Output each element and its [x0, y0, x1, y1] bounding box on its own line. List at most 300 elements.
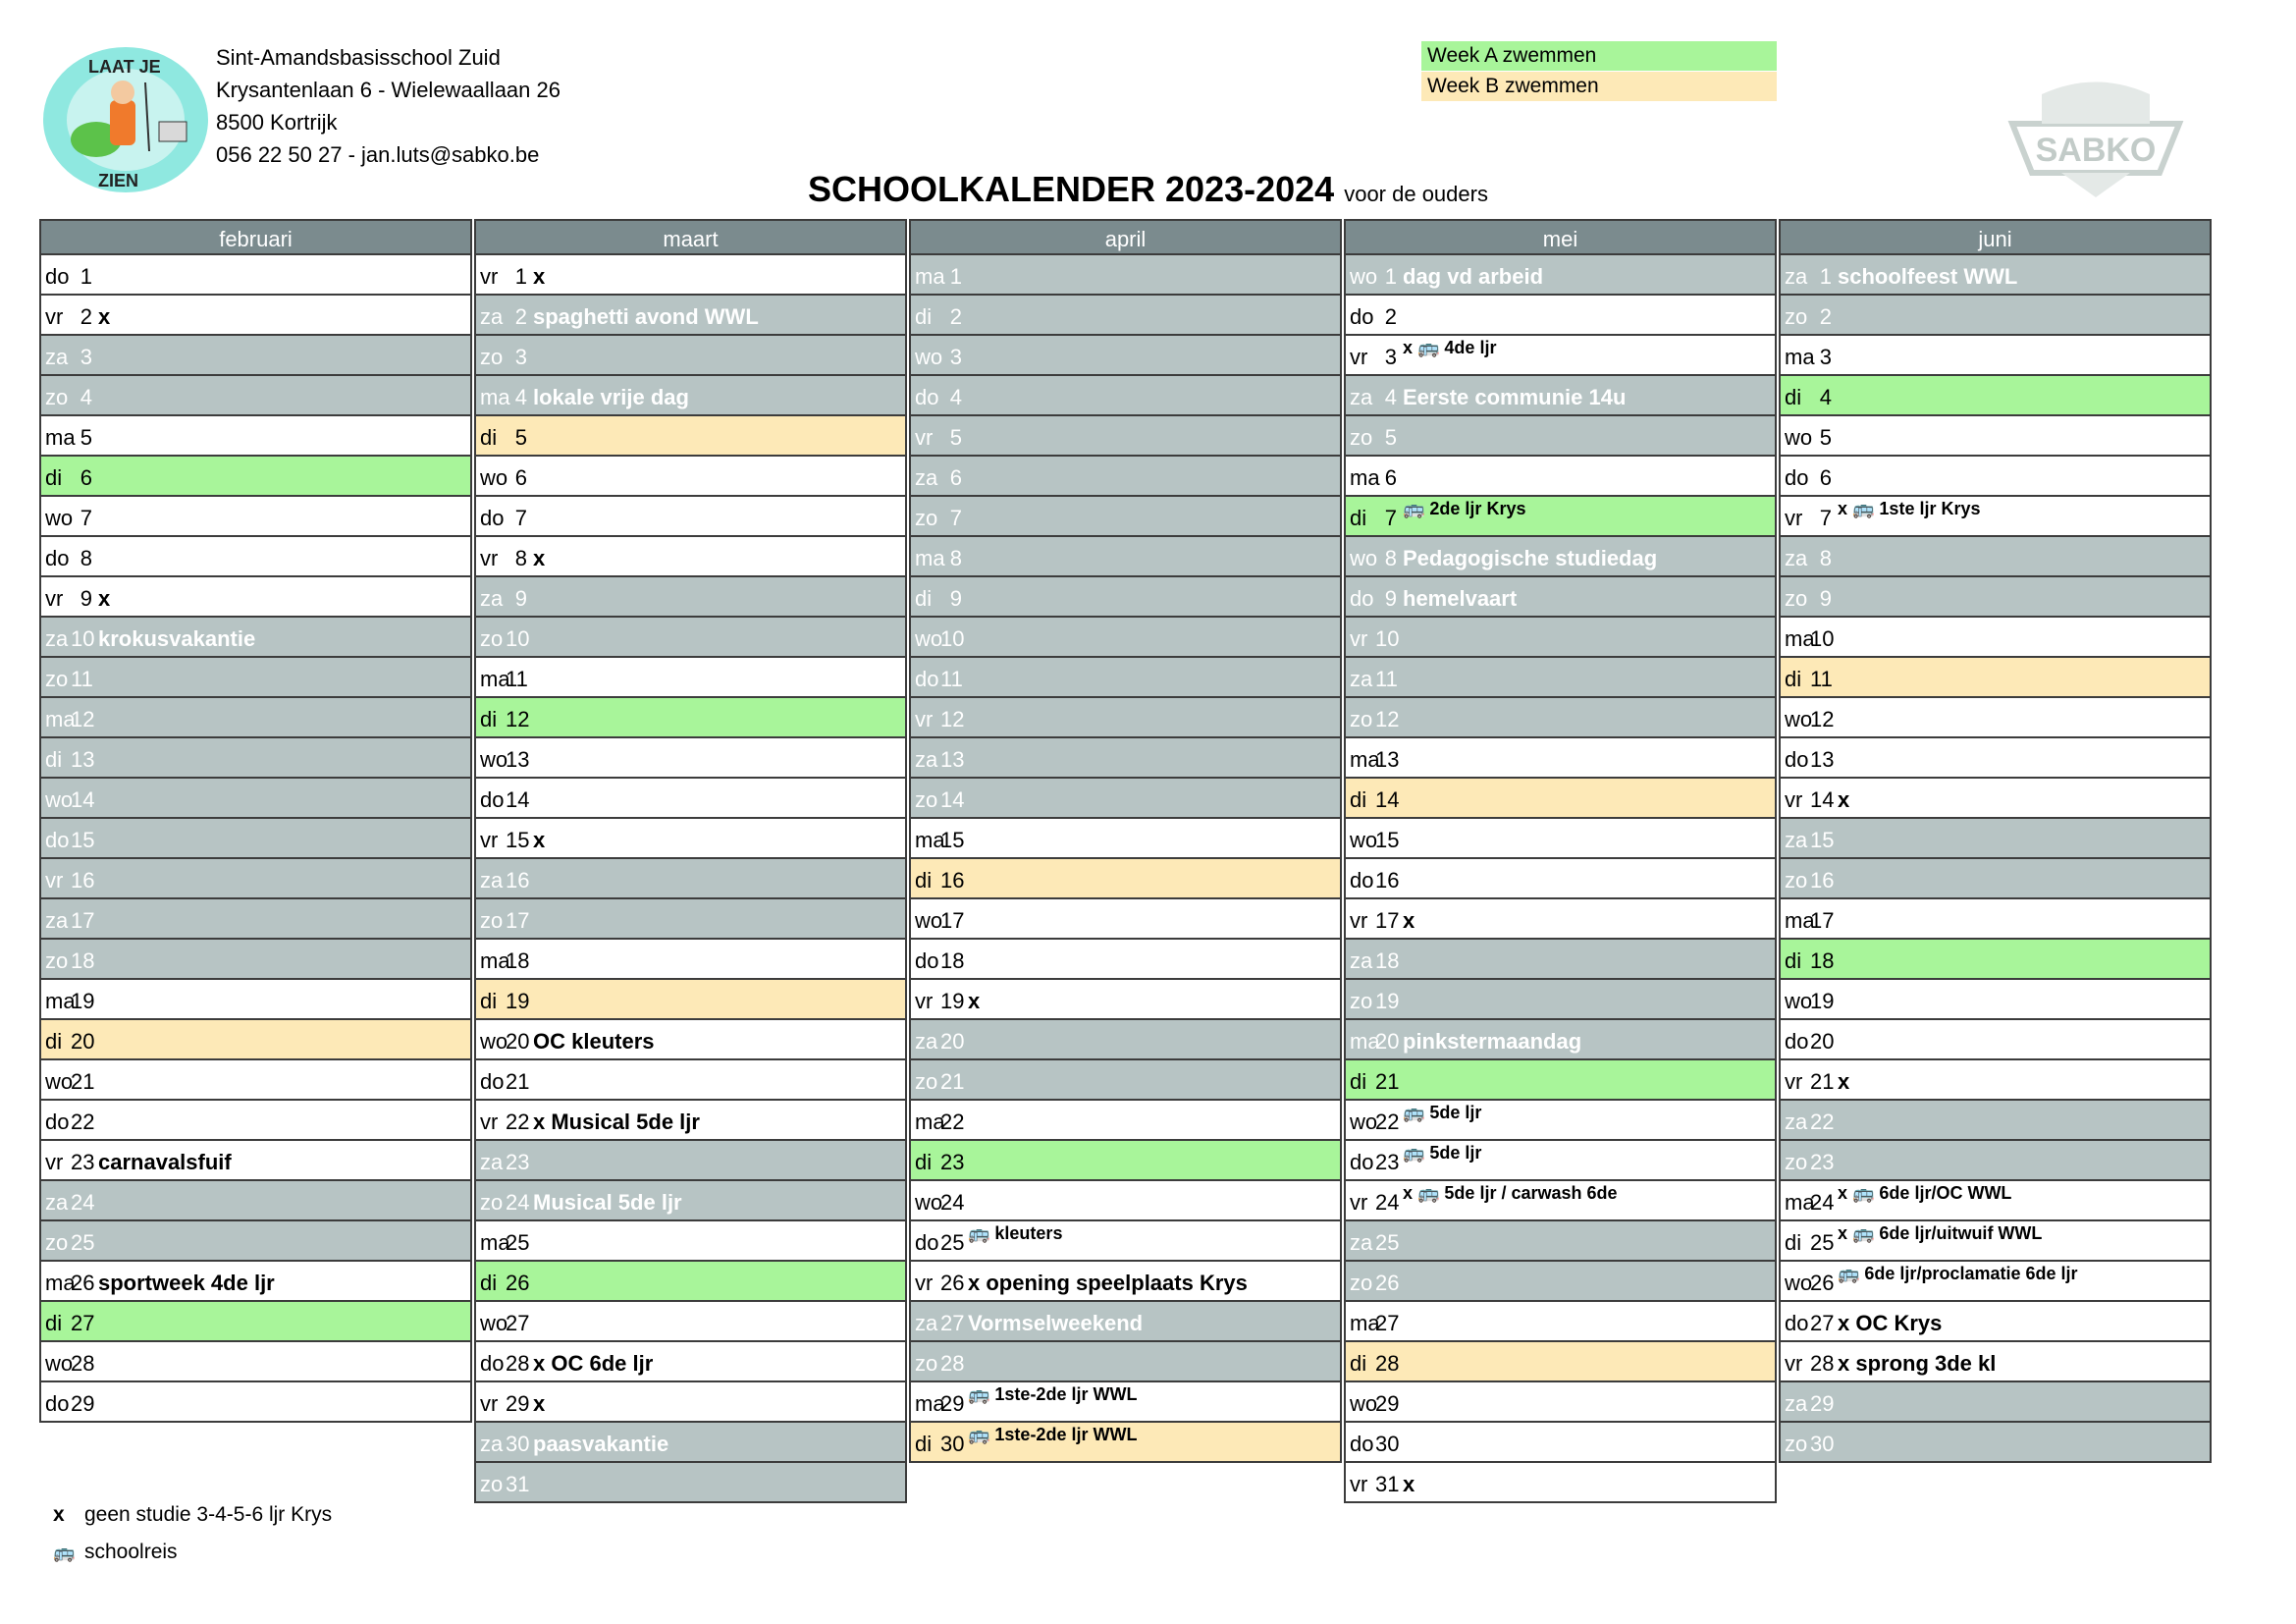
day-row	[474, 618, 907, 658]
event-label: x	[98, 586, 111, 611]
day-row	[1344, 658, 1777, 698]
day-row	[909, 255, 1342, 296]
weekday-label: di	[915, 1432, 933, 1456]
weekday-label: wo	[480, 1311, 508, 1335]
day-row	[909, 899, 1342, 940]
day-number: 7	[1384, 506, 1397, 530]
weekday-label: ma	[1785, 1190, 1815, 1215]
event-label: x 🚌 6de ljr/OC WWL	[1838, 1183, 2012, 1203]
week-a-legend: Week A zwemmen	[1421, 41, 1777, 72]
day-number: 2	[1384, 304, 1397, 329]
weekday-label: di	[1785, 1230, 1802, 1255]
weekday-label: ma	[480, 385, 510, 409]
page-subtitle: voor de ouders	[1344, 182, 1488, 206]
day-row	[909, 940, 1342, 980]
day-number: 5	[514, 425, 527, 450]
day-number: 17	[506, 908, 530, 933]
day-row	[474, 1141, 907, 1181]
day-row	[909, 1382, 1342, 1423]
weekday-label: wo	[915, 908, 943, 933]
day-row	[39, 859, 472, 899]
day-row	[474, 336, 907, 376]
weekday-label: di	[1350, 1351, 1367, 1376]
day-row	[909, 1181, 1342, 1221]
day-row	[1344, 859, 1777, 899]
day-number: 26	[940, 1271, 965, 1295]
day-row	[1779, 1101, 2212, 1141]
day-number: 5	[80, 425, 92, 450]
weekday-label: za	[915, 1311, 938, 1335]
day-row	[474, 1181, 907, 1221]
day-row	[1779, 577, 2212, 618]
day-row	[909, 577, 1342, 618]
weekday-label: ma	[1350, 1029, 1380, 1054]
weekday-label: di	[915, 304, 933, 329]
weekday-label: za	[45, 626, 69, 651]
event-label: dag vd arbeid	[1403, 264, 1544, 289]
weekday-label: vr	[480, 1110, 499, 1134]
weekday-label: vr	[1785, 506, 1803, 530]
day-row	[39, 618, 472, 658]
weekday-label: di	[1785, 948, 1802, 973]
month-header: februari	[39, 219, 472, 255]
day-row	[1344, 577, 1777, 618]
day-row	[909, 1423, 1342, 1463]
x-symbol: x	[53, 1503, 65, 1526]
day-number: 8	[949, 546, 962, 570]
weekday-label: zo	[915, 1351, 938, 1376]
day-number: 16	[1810, 868, 1835, 893]
day-row	[1344, 1342, 1777, 1382]
day-number: 13	[1375, 747, 1400, 772]
month-header: mei	[1344, 219, 1777, 255]
weekday-label: do	[915, 1230, 939, 1255]
day-number: 31	[1375, 1472, 1400, 1496]
day-number: 11	[71, 667, 93, 691]
weekday-label: ma	[1785, 908, 1815, 933]
event-label: 🚌 2de ljr Krys	[1403, 499, 1526, 518]
day-row	[39, 1342, 472, 1382]
day-number: 21	[1375, 1069, 1400, 1094]
day-number: 18	[940, 948, 965, 973]
day-row	[474, 497, 907, 537]
event-label: x opening speelplaats Krys	[968, 1271, 1248, 1295]
day-row	[1344, 618, 1777, 658]
day-row	[1344, 296, 1777, 336]
day-number: 25	[1810, 1230, 1835, 1255]
day-number: 18	[1810, 948, 1835, 973]
day-number: 16	[71, 868, 95, 893]
day-row	[39, 1382, 472, 1423]
weekday-label: wo	[480, 1029, 508, 1054]
day-number: 31	[506, 1472, 530, 1496]
weekday-label: za	[1350, 948, 1373, 973]
weekday-label: vr	[45, 868, 64, 893]
day-row	[1779, 738, 2212, 779]
event-label: sportweek 4de ljr	[98, 1271, 275, 1295]
day-number: 25	[506, 1230, 530, 1255]
legend-bus	[53, 1541, 178, 1564]
day-row	[1344, 1101, 1777, 1141]
day-number: 15	[1810, 828, 1835, 852]
day-number: 19	[71, 989, 95, 1013]
day-number: 22	[1810, 1110, 1835, 1134]
day-number: 9	[1819, 586, 1832, 611]
weekday-label: vr	[1350, 345, 1368, 369]
page-title: SCHOOLKALENDER 2023-2024	[808, 169, 1335, 209]
day-row	[39, 1221, 472, 1262]
day-row	[1779, 416, 2212, 457]
day-number: 14	[1810, 787, 1835, 812]
weekday-label: za	[1350, 667, 1373, 691]
day-number: 28	[1810, 1351, 1835, 1376]
day-row	[39, 1262, 472, 1302]
weekday-label: do	[1350, 1150, 1374, 1174]
weekday-label: vr	[480, 828, 499, 852]
school-city: 8500 Kortrijk	[216, 110, 338, 135]
day-row	[39, 1060, 472, 1101]
day-number: 21	[1810, 1069, 1835, 1094]
day-number: 8	[1819, 546, 1832, 570]
weekday-label: di	[480, 989, 498, 1013]
weekday-label: zo	[1785, 1432, 1808, 1456]
weekday-label: ma	[1350, 747, 1380, 772]
event-label: Eerste communie 14u	[1403, 385, 1627, 409]
weekday-label: ma	[1785, 626, 1815, 651]
day-row	[474, 255, 907, 296]
weekday-label: ma	[45, 1271, 76, 1295]
day-number: 19	[1810, 989, 1835, 1013]
weekday-label: do	[480, 506, 505, 530]
weekday-label: wo	[45, 506, 74, 530]
day-number: 20	[1810, 1029, 1835, 1054]
weekday-label: ma	[915, 1391, 945, 1416]
day-number: 21	[71, 1069, 95, 1094]
weekday-label: di	[1785, 667, 1802, 691]
day-row	[39, 296, 472, 336]
day-row	[39, 738, 472, 779]
day-number: 22	[940, 1110, 965, 1134]
day-row	[1779, 537, 2212, 577]
weekday-label: vr	[1350, 1190, 1368, 1215]
day-number: 13	[1810, 747, 1835, 772]
event-label: 🚌 5de ljr	[1403, 1103, 1482, 1122]
day-number: 12	[71, 707, 95, 731]
event-label: krokusvakantie	[98, 626, 256, 651]
day-row	[1344, 1221, 1777, 1262]
day-number: 12	[1375, 707, 1400, 731]
day-row	[909, 698, 1342, 738]
day-number: 25	[940, 1230, 965, 1255]
day-row	[909, 1221, 1342, 1262]
event-label: lokale vrije dag	[533, 385, 689, 409]
school-info	[216, 41, 561, 171]
day-number: 5	[1819, 425, 1832, 450]
weekday-label: za	[480, 304, 504, 329]
day-number: 23	[506, 1150, 530, 1174]
day-number: 5	[1384, 425, 1397, 450]
day-number: 14	[71, 787, 95, 812]
weekday-label: za	[1785, 546, 1808, 570]
day-number: 11	[1375, 667, 1398, 691]
day-number: 24	[940, 1190, 965, 1215]
day-row	[909, 537, 1342, 577]
day-row	[39, 457, 472, 497]
day-row	[1779, 1423, 2212, 1463]
weekday-label: di	[1785, 385, 1802, 409]
event-label: x	[533, 1391, 546, 1416]
weekday-label: di	[915, 586, 933, 611]
school-name: Sint-Amandsbasisschool Zuid	[216, 45, 501, 70]
weekday-label: wo	[1350, 264, 1378, 289]
day-number: 9	[1384, 586, 1397, 611]
day-number: 23	[71, 1150, 95, 1174]
day-number: 20	[506, 1029, 530, 1054]
weekday-label: di	[45, 1311, 63, 1335]
day-number: 7	[80, 506, 92, 530]
day-number: 3	[514, 345, 527, 369]
day-row	[474, 376, 907, 416]
day-row	[1779, 1181, 2212, 1221]
day-number: 16	[506, 868, 530, 893]
day-number: 1	[514, 264, 527, 289]
month-column	[474, 219, 907, 1503]
day-row	[39, 537, 472, 577]
weekday-label: do	[915, 385, 939, 409]
day-row	[1779, 980, 2212, 1020]
weekday-label: ma	[480, 667, 510, 691]
day-row	[39, 698, 472, 738]
day-row	[1779, 376, 2212, 416]
day-row	[39, 1101, 472, 1141]
day-row	[1344, 940, 1777, 980]
day-row	[474, 738, 907, 779]
day-row	[1779, 1342, 2212, 1382]
day-row	[39, 940, 472, 980]
day-row	[1779, 1302, 2212, 1342]
weekday-label: di	[915, 868, 933, 893]
day-row	[39, 336, 472, 376]
weekday-label: wo	[45, 787, 74, 812]
weekday-label: zo	[1785, 304, 1808, 329]
event-label: x	[1838, 787, 1850, 812]
day-row	[474, 296, 907, 336]
day-number: 16	[1375, 868, 1400, 893]
weekday-label: zo	[480, 345, 504, 369]
weekday-label: vr	[1785, 1351, 1803, 1376]
day-number: 10	[940, 626, 965, 651]
day-number: 1	[80, 264, 92, 289]
event-label: x	[533, 828, 546, 852]
weekday-label: vr	[915, 1271, 934, 1295]
day-number: 2	[514, 304, 527, 329]
weekday-label: wo	[480, 465, 508, 490]
day-number: 10	[71, 626, 95, 651]
day-number: 27	[1810, 1311, 1835, 1335]
month-column	[1779, 219, 2212, 1463]
day-row	[1344, 537, 1777, 577]
weekday-label: ma	[45, 989, 76, 1013]
weekday-label: ma	[915, 1110, 945, 1134]
weekday-label: di	[480, 425, 498, 450]
day-row	[39, 376, 472, 416]
day-row	[909, 1302, 1342, 1342]
day-row	[474, 1262, 907, 1302]
day-row	[909, 1101, 1342, 1141]
day-row	[1344, 1463, 1777, 1503]
day-row	[1779, 255, 2212, 296]
weekday-label: za	[45, 345, 69, 369]
day-row	[1779, 819, 2212, 859]
weekday-label: zo	[1350, 425, 1373, 450]
weekday-label: vr	[915, 707, 934, 731]
weekday-label: ma	[1350, 465, 1380, 490]
month-header: maart	[474, 219, 907, 255]
day-row	[474, 1221, 907, 1262]
day-number: 27	[940, 1311, 965, 1335]
day-number: 26	[1375, 1271, 1400, 1295]
day-row	[1779, 1262, 2212, 1302]
day-row	[1344, 457, 1777, 497]
event-label: 🚌 6de ljr/proclamatie 6de ljr	[1838, 1264, 2078, 1283]
weekday-label: ma	[915, 828, 945, 852]
day-row	[39, 577, 472, 618]
day-row	[1344, 899, 1777, 940]
weekday-label: wo	[45, 1351, 74, 1376]
day-number: 17	[71, 908, 95, 933]
day-row	[1344, 1060, 1777, 1101]
weekday-label: za	[45, 1190, 69, 1215]
day-number: 24	[71, 1190, 95, 1215]
weekday-label: ma	[480, 1230, 510, 1255]
day-row	[474, 457, 907, 497]
weekday-label: wo	[1350, 1110, 1378, 1134]
day-number: 19	[506, 989, 530, 1013]
day-row	[1779, 899, 2212, 940]
weekday-label: ma	[915, 546, 945, 570]
weekday-label: vr	[915, 425, 934, 450]
weekday-label: ma	[45, 425, 76, 450]
day-number: 30	[940, 1432, 965, 1456]
day-row	[474, 658, 907, 698]
day-number: 13	[506, 747, 530, 772]
day-row	[474, 577, 907, 618]
day-number: 28	[940, 1351, 965, 1376]
weekday-label: zo	[45, 667, 69, 691]
weekday-label: za	[1785, 1391, 1808, 1416]
event-label: x Musical 5de ljr	[533, 1110, 700, 1134]
day-row	[39, 1302, 472, 1342]
day-number: 16	[940, 868, 965, 893]
event-label: x 🚌 1ste ljr Krys	[1838, 499, 1981, 518]
event-label: x 🚌 4de ljr	[1403, 338, 1497, 357]
weekday-label: za	[1785, 264, 1808, 289]
day-number: 25	[1375, 1230, 1400, 1255]
month-header: juni	[1779, 219, 2212, 255]
event-label: Vormselweekend	[968, 1311, 1144, 1335]
day-row	[474, 1020, 907, 1060]
weekday-label: do	[480, 1351, 505, 1376]
day-number: 29	[940, 1391, 965, 1416]
day-number: 4	[1384, 385, 1397, 409]
day-row	[909, 859, 1342, 899]
weekday-label: zo	[1785, 868, 1808, 893]
weekday-label: vr	[1350, 626, 1368, 651]
day-row	[1779, 859, 2212, 899]
day-number: 24	[1375, 1190, 1400, 1215]
day-row	[474, 940, 907, 980]
weekday-label: do	[1350, 1432, 1374, 1456]
event-label: x	[1403, 908, 1415, 933]
day-row	[1344, 980, 1777, 1020]
weekday-label: vr	[45, 304, 64, 329]
day-number: 6	[949, 465, 962, 490]
day-number: 18	[506, 948, 530, 973]
event-label: x 🚌 6de ljr/uitwuif WWL	[1838, 1223, 2043, 1243]
weekday-label: vr	[1785, 1069, 1803, 1094]
day-row	[1779, 1020, 2212, 1060]
day-row	[39, 819, 472, 859]
day-row	[1779, 336, 2212, 376]
day-row	[909, 618, 1342, 658]
day-number: 15	[1375, 828, 1400, 852]
swim-legend	[1421, 41, 1777, 102]
event-label: x 🚌 5de ljr / carwash 6de	[1403, 1183, 1618, 1203]
weekday-label: wo	[1785, 425, 1813, 450]
weekday-label: zo	[1350, 707, 1373, 731]
weekday-label: do	[1785, 1311, 1809, 1335]
day-number: 12	[1810, 707, 1835, 731]
day-number: 22	[506, 1110, 530, 1134]
weekday-label: do	[1350, 304, 1374, 329]
day-row	[1779, 457, 2212, 497]
day-row	[1344, 1382, 1777, 1423]
day-row	[474, 1463, 907, 1503]
weekday-label: zo	[45, 948, 69, 973]
day-number: 2	[80, 304, 92, 329]
day-number: 17	[1810, 908, 1835, 933]
weekday-label: do	[915, 948, 939, 973]
weekday-label: do	[45, 828, 70, 852]
weekday-label: za	[1350, 1230, 1373, 1255]
weekday-label: di	[45, 465, 63, 490]
event-label: schoolfeest WWL	[1838, 264, 2018, 289]
weekday-label: di	[1350, 506, 1367, 530]
day-row	[909, 1342, 1342, 1382]
event-label: 🚌 kleuters	[968, 1223, 1063, 1243]
day-row	[474, 980, 907, 1020]
day-row	[39, 779, 472, 819]
day-row	[474, 859, 907, 899]
weekday-label: di	[45, 747, 63, 772]
month-column	[909, 219, 1342, 1463]
day-row	[1779, 1382, 2212, 1423]
day-row	[1779, 1141, 2212, 1181]
weekday-label: zo	[480, 1472, 504, 1496]
weekday-label: di	[915, 1150, 933, 1174]
day-number: 24	[1810, 1190, 1835, 1215]
day-number: 4	[80, 385, 92, 409]
weekday-label: za	[1785, 828, 1808, 852]
school-contact: 056 22 50 27 - jan.luts@sabko.be	[216, 142, 540, 167]
day-number: 6	[514, 465, 527, 490]
day-row	[1344, 497, 1777, 537]
day-row	[1344, 1262, 1777, 1302]
day-row	[1779, 1221, 2212, 1262]
day-number: 7	[514, 506, 527, 530]
day-number: 26	[506, 1271, 530, 1295]
day-number: 23	[1810, 1150, 1835, 1174]
